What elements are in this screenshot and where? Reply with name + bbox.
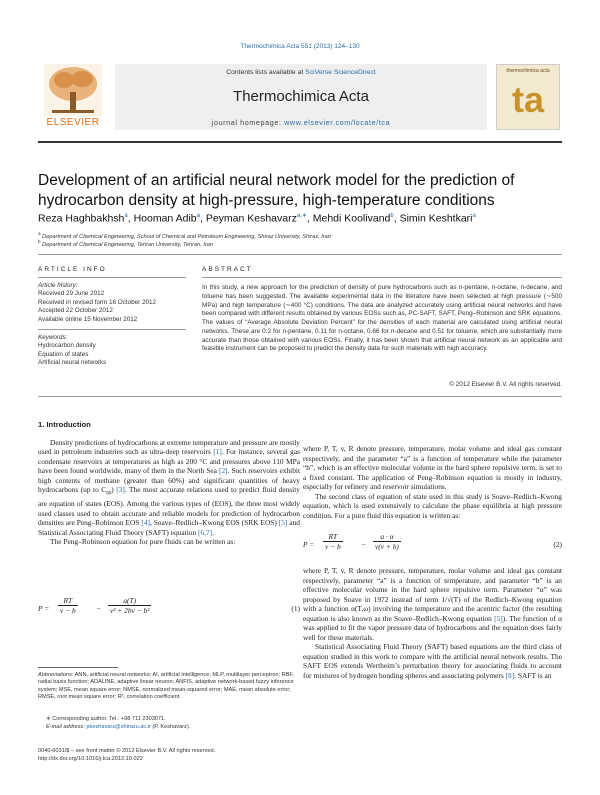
- journal-title: Thermochimica Acta: [233, 88, 369, 105]
- text-run: . Such reservoirs exhibit high contents of methane (greater than 60%) and significant quantities of heavy hydrocarbons (up to C: [38, 466, 300, 495]
- ref-3[interactable]: [3]: [116, 485, 125, 495]
- eq2-denominator-2: v(v + b): [375, 542, 399, 551]
- eq2-numerator-1: RT: [323, 532, 343, 542]
- text-run: Statistical Associating Fluid Theory (SAFT) based equations are the third class of equation studied in this work to compare with the artificial neural network results. The SAFT EOS extends Wertheim’s perturbation theory for associating fluids to account for mixtures of hydrogen bonding spheres and associating polymers: [303, 642, 562, 681]
- author-2-affil[interactable]: a: [196, 213, 200, 219]
- author-sep: ,: [127, 212, 134, 225]
- affiliation-b-text: Department of Chemical Engineering, Tehran University, Tehran, Iran: [42, 241, 213, 248]
- cover-title: thermochimica acta: [506, 68, 550, 74]
- author-3-affil[interactable]: a,∗: [296, 213, 307, 219]
- keywords-rule: [38, 329, 186, 330]
- abbreviations-label: Abbreviations:: [38, 672, 74, 678]
- keyword-3: Artificial neural networks: [38, 359, 107, 367]
- affiliation-a-marker: a: [38, 231, 41, 236]
- publisher-name: ELSEVIER: [46, 117, 100, 128]
- eq1-number: (1): [291, 604, 300, 613]
- article-info-heading: ARTICLE INFO: [38, 266, 107, 273]
- author-5-affil[interactable]: a: [472, 213, 476, 219]
- keywords-label: Keywords:: [38, 334, 68, 341]
- carbon-subscript: 80: [106, 491, 112, 497]
- eq1-numerator-2: a(T): [108, 596, 151, 606]
- eq2-fraction-2: [373, 532, 401, 551]
- homepage-link[interactable]: www.elsevier.com/locate/tca: [284, 118, 391, 127]
- abstract-rule: [202, 277, 562, 278]
- text-run: . For instance, several gas condensate reservoirs at temperatures as high as 200 °C and pressures above 110 MPa have been found worldwide, many of them in the North Sea: [38, 447, 300, 476]
- abbreviations-footnote: [38, 672, 298, 702]
- eq1-fraction-1: [58, 596, 78, 615]
- abstract-heading: ABSTRACT: [202, 266, 253, 273]
- author-1-affil[interactable]: a: [124, 213, 128, 219]
- section-1-title: 1. Introduction: [38, 420, 91, 429]
- ref-1[interactable]: [1]: [213, 447, 222, 457]
- ref-5b[interactable]: [5]: [494, 613, 503, 623]
- eq2-number: (2): [553, 540, 562, 549]
- corresponding-author: ∗ Corresponding author. Tel.: +98 711 2303071.: [46, 716, 166, 722]
- eq2-minus: −: [361, 540, 366, 549]
- history-accepted: Accepted 22 October 2012: [38, 307, 113, 315]
- contents-line: [115, 69, 487, 76]
- article-info-rule: [38, 277, 186, 278]
- history-revised: Received in revised form 16 October 2012: [38, 298, 156, 306]
- eq1-fraction-2: [108, 596, 151, 615]
- abstract-text: In this study, a new approach for the prediction of density of pure hydrocarbons such as n-pentane, n-octane, n-decane, and toluene has been suggested. The available experimental data in the literature have been selected at high pressure (∼500 MPa) and high temperature (∼400 °C) conditions. The data are analyzed accurately using artificial neural networks and have been compared with different results obtained by various EOSs such as, PC-SAFT, SAFT, Peng–Robinson and SRK equations. The values of “Average Absolute Deviation Percent” for the densities of each material are calculated using artificial neural networks. These are 0.2 for n-pentane, 0.11 for n-octane, 0.66 for n-decane and 0.51 for toluene, which are substantially more accurate than those obtained with various EOSs. Finally, it has been shown that artificial neural network as an applicable and feasible instrument can be proposed to predict the density data for such materials with high accuracy.: [202, 284, 562, 353]
- author-5: Simin Keshtkari: [399, 212, 473, 225]
- eq2-numerator-2: a · α: [373, 532, 401, 542]
- text-run: ). The function of α was applied to fit the vapor pressure data of hydrocarbons and the equation does fairly well for these materials.: [303, 613, 562, 642]
- email-suffix: (P. Keshavarz).: [150, 724, 191, 730]
- history-online: Available online 15 November 2012: [38, 315, 138, 323]
- ref-5[interactable]: [5]: [278, 518, 288, 528]
- sciencedirect-link[interactable]: SciVerse ScienceDirect: [305, 69, 376, 76]
- eq2-lhs: P =: [303, 540, 315, 549]
- eq1-minus: −: [96, 604, 101, 613]
- homepage-prefix: journal homepage:: [211, 118, 285, 127]
- author-4: Mehdi Koolivand: [312, 212, 391, 225]
- right-paragraph-1: where P, T, v, R denote pressure, temperature, molar volume and ideal gas constant respectively, and the parameter “a” is a function of temperature while the parameter “b”, which is an effective molecular volume in the hard sphere repulsive term, is set to a fixed constant. The application of Peng–Robinson equation is mostly in industry, especially for refinery and reservoir simulations.: [303, 444, 562, 492]
- eq1-denominator-1: v − b: [60, 606, 76, 615]
- article-title: Development of an artificial neural network model for the prediction of hydrocarbon density at high-pressure, high-temperature conditions: [38, 172, 515, 209]
- text-run: , Soave–Redlich–Kwong EOS (SRK EOS): [149, 518, 279, 528]
- right-paragraph-2: The second class of equation of state used in this study is Soave–Redlich–Kwong equation, which is used extensively to calculate the phase equilibria at high pressure condition. For a pure fluid this equation is written as:: [303, 491, 562, 520]
- tree-icon: [44, 64, 102, 116]
- ref-8[interactable]: [8]: [505, 671, 515, 681]
- email-link[interactable]: pkeshavarz@shirazu.ac.ir: [86, 724, 151, 730]
- eq1-denominator-2: v² + 2bv − b²: [110, 606, 150, 615]
- article-history: [38, 282, 183, 324]
- eq1-lhs: P =: [38, 604, 50, 613]
- affiliation-b: [38, 239, 562, 248]
- text-run: .: [212, 527, 215, 537]
- intro-paragraph-2: The Peng–Robinson equation for pure fluids can be written as:: [50, 537, 236, 547]
- author-sep: ,: [306, 212, 313, 225]
- keyword-1: Hydrocarbon density: [38, 342, 96, 350]
- affiliation-b-marker: b: [38, 239, 41, 244]
- ref-2[interactable]: [2]: [218, 466, 228, 476]
- history-received: Received 29 June 2012: [38, 290, 105, 298]
- right-paragraph-3: [303, 566, 562, 642]
- affiliation-a-text: Department of Chemical Engineering, School of Chemical and Petroleum Engineering, Shiraz University, Shiraz, Iran: [42, 233, 331, 240]
- author-3: Peyman Keshavarz: [205, 212, 297, 225]
- eq2-denominator-1: v − b: [325, 542, 341, 551]
- contents-prefix: Contents lists available at: [226, 69, 306, 76]
- author-sep: ,: [393, 212, 400, 225]
- email-label: E-mail address:: [46, 724, 87, 730]
- author-sep: ,: [199, 212, 206, 225]
- ref-4[interactable]: [4]: [141, 518, 150, 528]
- header-rule: [38, 141, 562, 143]
- text-run: where P, T, v, R denote pressure, temperature, molar volume and ideal gas constant respectively, parameter “a” is a function of temperature, and parameter “b” is an effective molecular volume in the hard sphere repulsive term. Parameter “α” was proposed by Soave in 1972 instead of term 1/√(T) of the Redlich–Kwong equation with a function α(T,ω) involving the temperature and the acentric factor (the resulting equation is also known as the Soave–Redlich–Kwong equation: [303, 566, 562, 623]
- intro-paragraph-1: [38, 438, 300, 538]
- left-column: [38, 420, 300, 547]
- history-label: Article history:: [38, 282, 78, 289]
- text-run: . The most accurate relations used to predict fluid density are equation of states (EOS). Among the various types of (EOS), the three most widely used classes used to obtain accurate and reliable models for prediction of hydrocarbon densities are Peng–Robinson EOS: [38, 485, 300, 528]
- eq2-fraction-1: [323, 532, 343, 551]
- text-run: ): [111, 485, 117, 495]
- issn-line: 0040-6031/$ – see front matter © 2012 Elsevier B.V. All rights reserved.: [38, 748, 216, 754]
- author-1: Reza Haghbakhsh: [38, 212, 125, 225]
- email-footnote: [38, 724, 298, 731]
- divider: [38, 254, 562, 255]
- text-run: Density predictions of hydrocarbons at extreme temperature and pressure are mostly used in petroleum industries such as ultra-deep reservoirs: [38, 437, 300, 457]
- text-run: and Statistical Associating Fluid Theory (SAFT) equation: [38, 518, 300, 537]
- body-divider: [38, 396, 562, 397]
- right-column-bottom: [303, 566, 562, 681]
- doi-link[interactable]: http://dx.doi.org/10.1016/j.tca.2012.10.022: [38, 756, 143, 762]
- equation-2: [303, 532, 562, 558]
- footnote-rule: [38, 667, 118, 668]
- journal-homepage: [115, 118, 487, 127]
- abbreviations-text: ANN, artificial neural networks; AI, artificial intelligence; MLP, multilayer perceptron; RBF, radial basis function; ADALINE, adaptive linear neuron; ANFIS, adaptive network-based fuzzy inference system; MSE, mean square error; NMSE, normalized mean-squared error; MAE, mean absolute error; RMSE, root mean square error; R², correlation coefficient.: [38, 672, 294, 701]
- author-2: Hooman Adib: [133, 212, 197, 225]
- right-paragraph-4: [303, 642, 562, 680]
- text-run: . SAFT is an: [514, 671, 552, 681]
- author-4-affil[interactable]: b: [390, 213, 394, 219]
- author-list: [38, 212, 562, 225]
- cover-letters: ta: [511, 79, 544, 120]
- abstract-copyright: © 2012 Elsevier B.V. All rights reserved.: [449, 381, 562, 388]
- journal-reference[interactable]: Thermochimica Acta 551 (2013) 124–130: [240, 43, 360, 50]
- eq1-numerator-1: RT: [58, 596, 78, 606]
- keyword-2: Equation of states: [38, 350, 89, 358]
- keywords: [38, 334, 183, 368]
- right-column-top: [303, 444, 562, 520]
- equation-1: [38, 596, 300, 622]
- ref-6-7[interactable]: [6,7]: [197, 527, 213, 537]
